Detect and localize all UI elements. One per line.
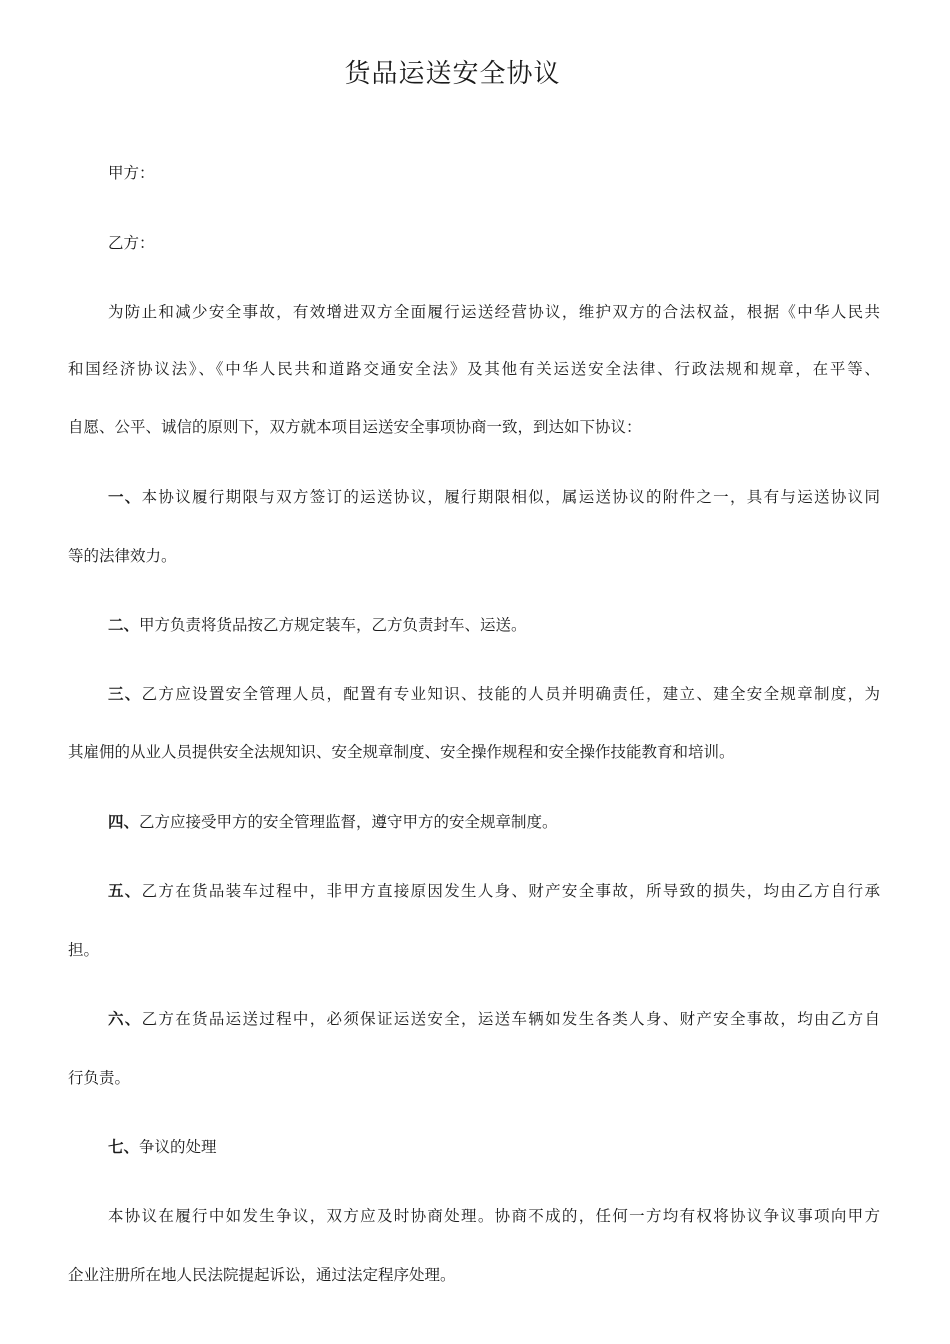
clause-5-line-2: 担。 [68, 941, 100, 959]
document-title [0, 54, 950, 94]
clause-7-text: 争议的处理 [139, 1138, 217, 1156]
clause-4-number: 四、 [108, 812, 140, 831]
clause-2-line-1 [108, 613, 880, 637]
clause-1-line-2: 等的法律效力。 [68, 547, 177, 565]
clause-5-number: 五、 [108, 881, 142, 900]
clause-6-number: 六、 [108, 1009, 142, 1028]
clause-3-line-2: 其雇佣的从业人员提供安全法规知识、安全规章制度、安全操作规程和安全操作技能教育和培训。 [68, 743, 735, 761]
clause-1-line-1 [108, 485, 880, 509]
party-a-label: 甲方： [108, 164, 155, 182]
clause-4-text: 乙方应接受甲方的安全管理监督，遵守甲方的安全规章制度。 [139, 813, 558, 831]
clause-6-text: 乙方在货品运送过程中，必须保证运送安全，运送车辆如发生各类人身、财产安全事故，均由乙方自 [141, 1010, 880, 1028]
clause-3-number: 三、 [108, 684, 142, 703]
document-title-text: 货品运送安全协议 [344, 59, 561, 89]
dispute-line-2: 企业注册所在地人民法院提起诉讼，通过法定程序处理。 [68, 1266, 456, 1284]
clause-4-line-1 [108, 810, 880, 834]
intro-line-3: 自愿、公平、诚信的原则下，双方就本项目运送安全事项协商一致，到达如下协议： [68, 418, 642, 436]
clause-6-line-1 [108, 1007, 880, 1031]
clause-1-number: 一、 [108, 487, 142, 506]
intro-line-1: 为防止和减少安全事故，有效增进双方全面履行运送经营协议，维护双方的合法权益，根据《中华人民共 [108, 303, 880, 321]
dispute-line-1: 本协议在履行中如发生争议，双方应及时协商处理。协商不成的，任何一方均有权将协议争议事项向甲方 [108, 1207, 880, 1225]
clause-3-line-1 [108, 682, 880, 706]
clause-3-text: 乙方应设置安全管理人员，配置有专业知识、技能的人员并明确责任，建立、建全安全规章制度，为 [141, 685, 880, 703]
intro-line-2: 和国经济协议法》、《中华人民共和道路交通安全法》及其他有关运送安全法律、行政法规和规章，在平等、 [68, 360, 880, 378]
clause-2-text: 甲方负责将货品按乙方规定装车，乙方负责封车、运送。 [139, 616, 527, 634]
clause-2-number: 二、 [108, 615, 140, 634]
clause-7-number: 七、 [108, 1137, 140, 1156]
clause-6-line-2: 行负责。 [68, 1069, 131, 1087]
clause-5-line-1 [108, 879, 880, 903]
clause-1-text: 本协议履行期限与双方签订的运送协议，履行期限相似，属运送协议的附件之一，具有与运送协议同 [141, 488, 880, 506]
clause-5-text: 乙方在货品装车过程中，非甲方直接原因发生人身、财产安全事故，所导致的损失，均由乙方自行承 [141, 882, 880, 900]
clause-7-line-1 [108, 1135, 880, 1159]
party-b-label: 乙方： [108, 234, 155, 252]
